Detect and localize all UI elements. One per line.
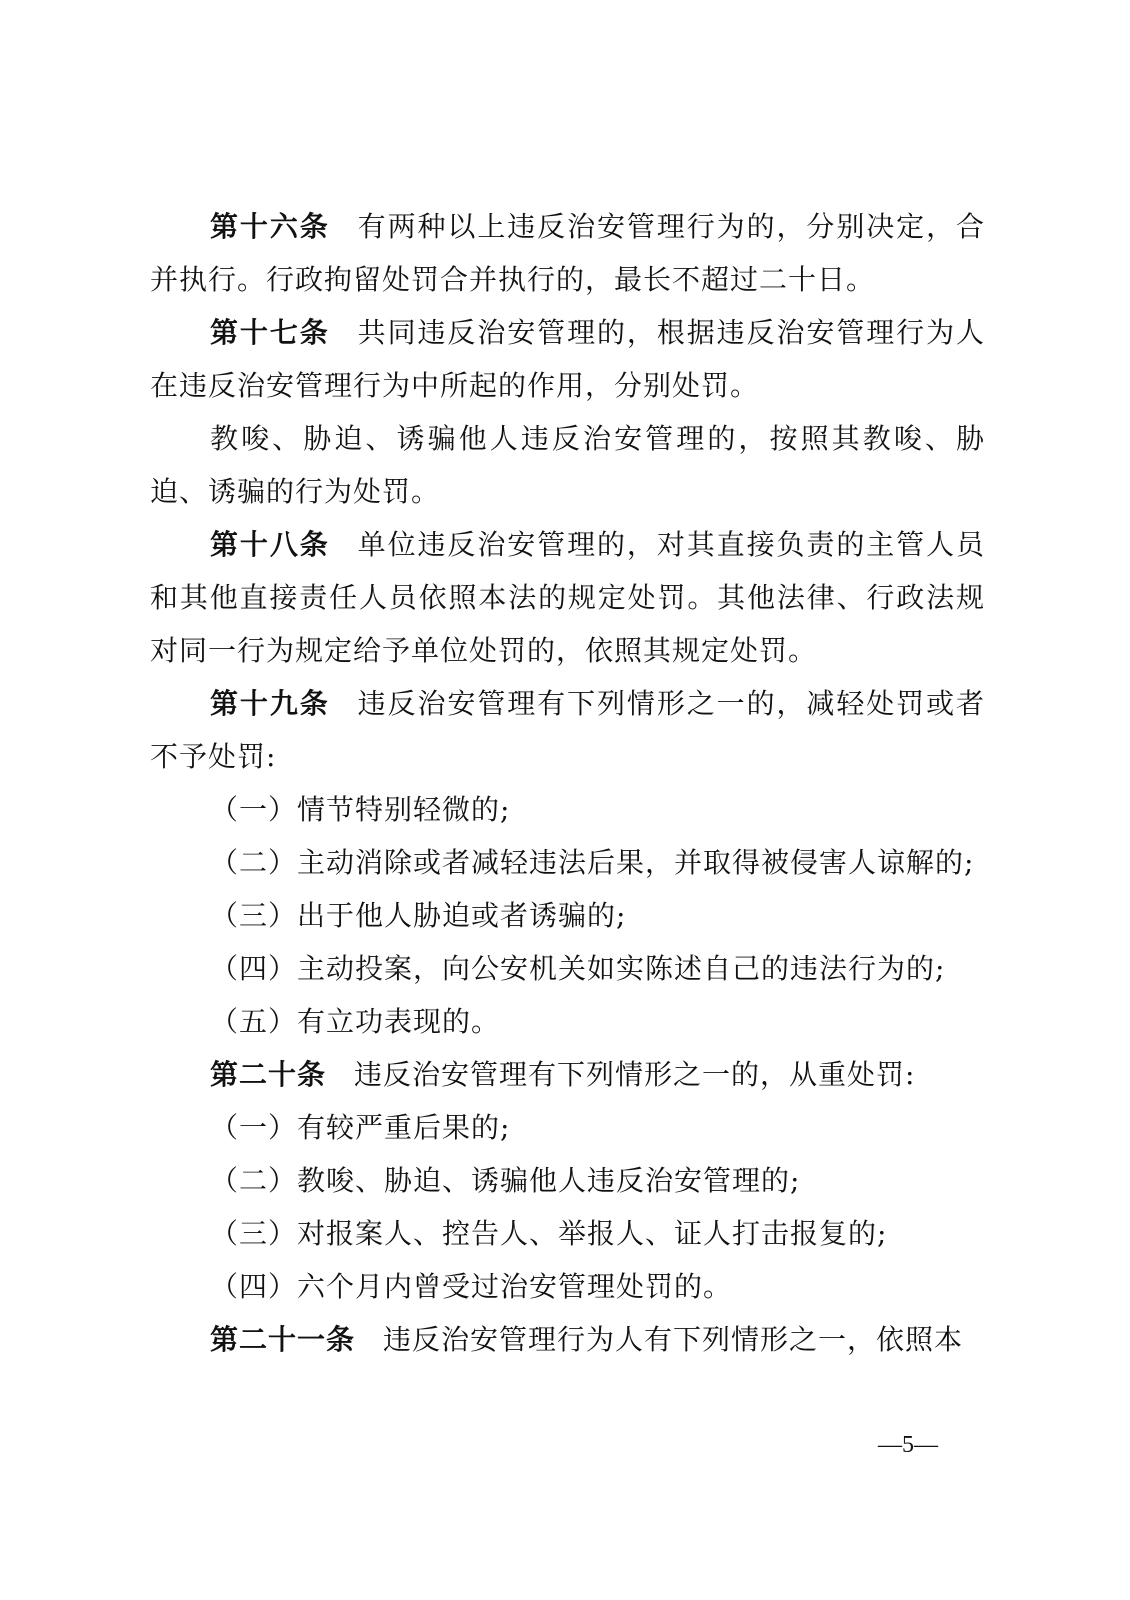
- article-label: 第十八条: [210, 528, 330, 561]
- list-item: （一）有较严重后果的;: [210, 1111, 511, 1144]
- article-text: 共同违反治安管理的，根据违反治安管理行为人在违反治安管理行为中所起的作用，分别处罚。: [150, 316, 985, 402]
- article-20: [150, 1048, 985, 1101]
- article-label: 第二十一条: [210, 1323, 356, 1356]
- article-17-paragraph-2: 教唆、胁迫、诱骗他人违反治安管理的，按照其教唆、胁迫、诱骗的行为处罚。: [150, 422, 985, 508]
- document-body: [150, 200, 985, 1366]
- article-label: 第二十条: [210, 1058, 327, 1091]
- list-item: （三）对报案人、控告人、举报人、证人打击报复的;: [210, 1217, 888, 1250]
- article-text: 违反治安管理有下列情形之一的，减轻处罚或者不予处罚:: [150, 687, 985, 773]
- list-item: （一）情节特别轻微的;: [210, 793, 511, 826]
- article-text: 违反治安管理行为人有下列情形之一，依照本: [383, 1323, 964, 1356]
- list-item: （二）主动消除或者减轻违法后果，并取得被侵害人谅解的;: [210, 846, 975, 879]
- list-item: （四）主动投案，向公安机关如实陈述自己的违法行为的;: [210, 952, 946, 985]
- article-21: [150, 1313, 985, 1366]
- article-16: [150, 200, 985, 306]
- article-label: 第十七条: [210, 316, 330, 349]
- article-18: [150, 518, 985, 677]
- article-17: [150, 306, 985, 412]
- article-text: 有两种以上违反治安管理行为的，分别决定，合并执行。行政拘留处罚合并执行的，最长不超过二十日。: [150, 210, 985, 296]
- article-label: 第十九条: [210, 687, 330, 720]
- list-item: （二）教唆、胁迫、诱骗他人违反治安管理的;: [210, 1164, 801, 1197]
- list-item: （四）六个月内曾受过治安管理处罚的。: [210, 1270, 733, 1303]
- page-number: —5—: [878, 1432, 938, 1458]
- article-text: 单位违反治安管理的，对其直接负责的主管人员和其他直接责任人员依照本法的规定处罚。其他法律、行政法规对同一行为规定给予单位处罚的，依照其规定处罚。: [150, 528, 985, 667]
- article-label: 第十六条: [210, 210, 330, 243]
- article-text: 违反治安管理有下列情形之一的，从重处罚:: [354, 1058, 916, 1091]
- list-item: （三）出于他人胁迫或者诱骗的;: [210, 899, 627, 932]
- article-19: [150, 677, 985, 783]
- list-item: （五）有立功表现的。: [210, 1005, 501, 1038]
